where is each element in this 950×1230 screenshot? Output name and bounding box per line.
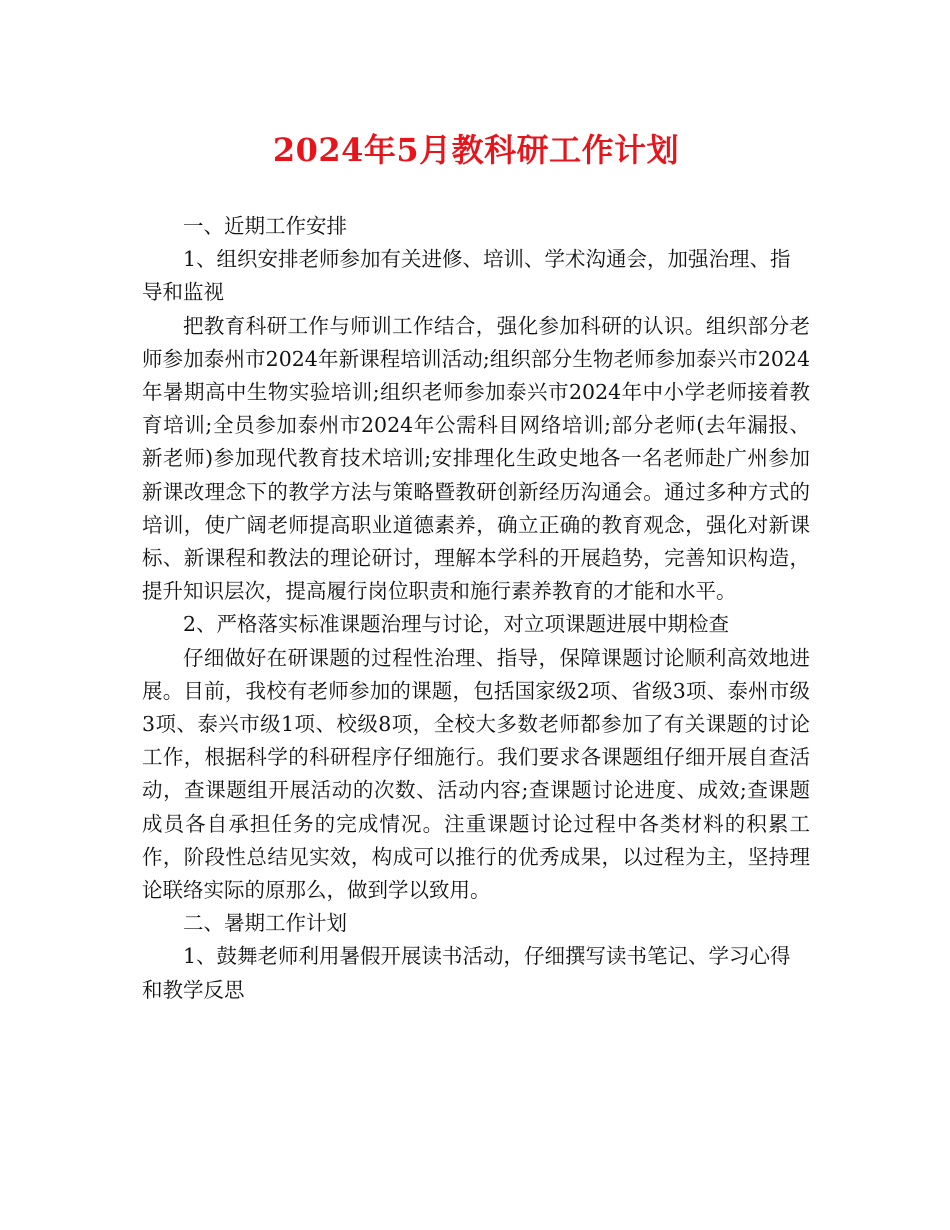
item-heading-1-2: 2、严格落实标准课题治理与讨论，对立项课题进展中期检查 (183, 612, 730, 637)
section-heading-1: 一、近期工作安排 (183, 214, 347, 238)
item-heading-2-1: 1、鼓舞老师利用暑假开展读书活动，仔细撰写读书笔记、学习心得和教学反思 (142, 944, 791, 1002)
body-paragraph-2: 仔细做好在研课题的过程性治理、指导，保障课题讨论顺利高效地进展。目前，我校有老师参加的课题，包括国家级2项、省级3项、泰州市级3项、泰兴市级1项、校级8项，全校大多数老师都参加了有关课题的讨论工作，根据科学的科研程序仔细施行。我们要求各课题组仔细开展自查活动，查课题组开展活动的次数、活动内容;查课题讨论进度、成效;查课题成员各自承担任务的完成情况。注重课题讨论过程中各类材料的积累工作，阶段性总结见实效，构成可以推行的优秀成果，以过程为主，坚持理论联络实际的原那么，做到学以致用。 (142, 645, 810, 903)
item-heading-1-1: 1、组织安排老师参加有关进修、培训、学术沟通会，加强治理、指导和监视 (142, 247, 791, 305)
section-heading-2: 二、暑期工作计划 (183, 911, 347, 936)
body-paragraph-1: 把教育科研工作与师训工作结合，强化参加科研的认识。组织部分老师参加泰州市2024年新课程培训活动;组织部分生物老师参加泰兴市2024年暑期高中生物实验培训;组织老师参加泰兴市2024年中小学老师接着教育培训;全员参加泰州市2024年公需科目网络培训;部分老师(去年漏报、新老师)参加现代教育技术培训;安排理化生政史地各一名老师赴广州参加新课改理念下的教学方法与策略暨教研创新经历沟通会。通过多种方式的培训，使广阔老师提高职业道德素养，确立正确的教育观念，强化对新课标、新课程和教法的理论研讨，理解本学科的开展趋势，完善知识构造，提升知识层次，提高履行岗位职责和施行素养教育的才能和水平。 (142, 313, 810, 604)
document-page (142, 128, 810, 1007)
document-title: 2024年5月教科研工作计划 (272, 131, 680, 169)
